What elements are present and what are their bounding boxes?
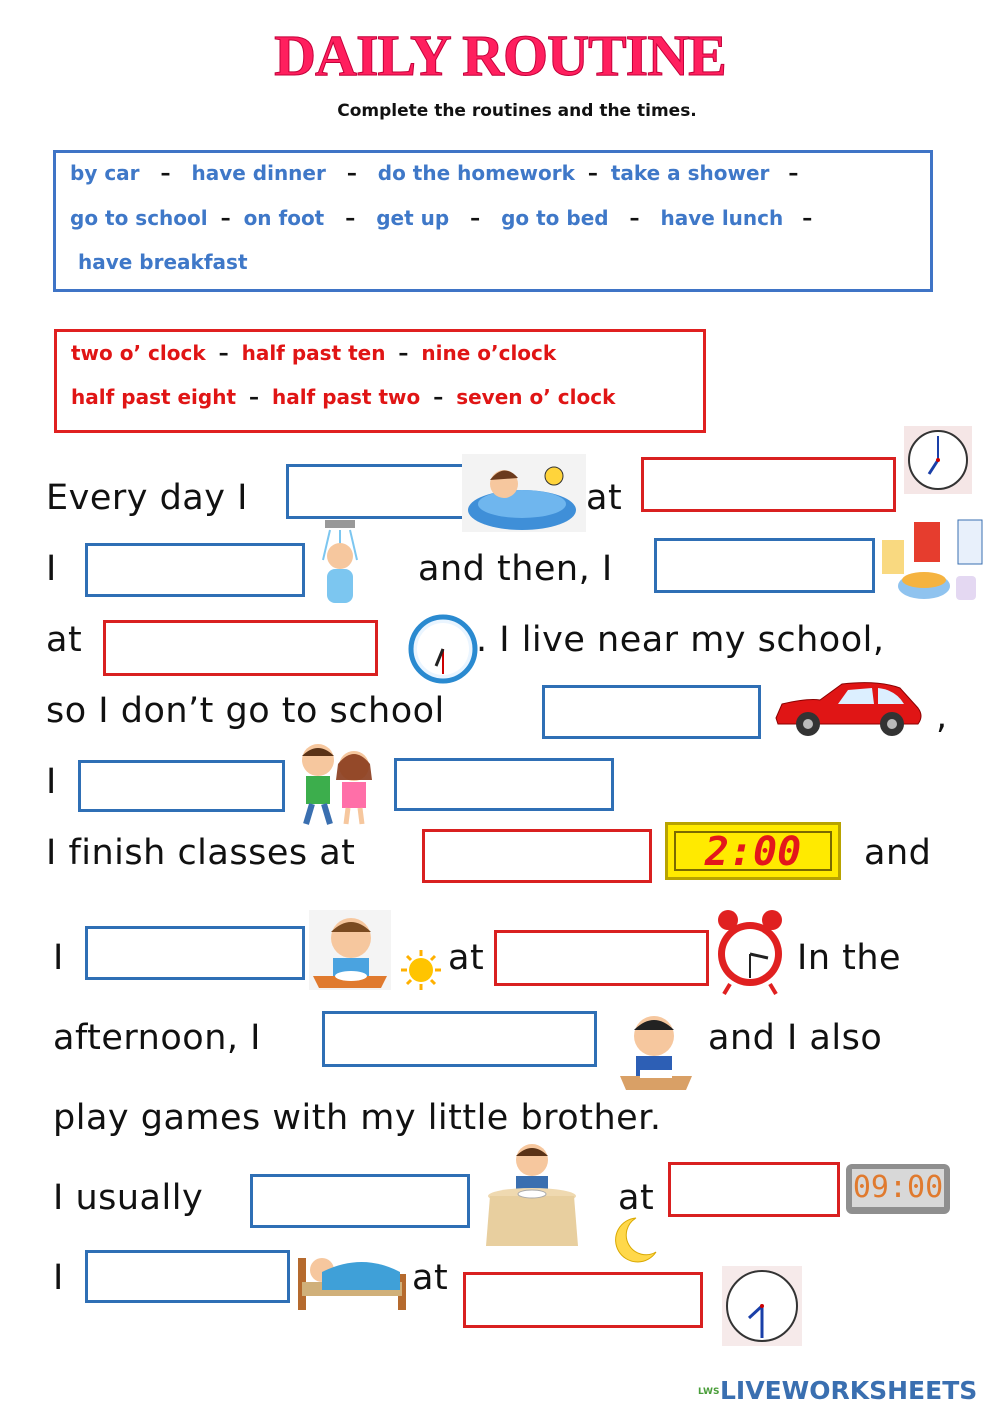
children-walking-icon <box>288 740 384 826</box>
answer-time-1[interactable] <box>641 457 896 512</box>
answer-time-5[interactable] <box>668 1162 840 1217</box>
word-i-2: I <box>46 762 57 802</box>
answer-have-dinner[interactable] <box>250 1174 470 1228</box>
shower-icon <box>305 520 375 612</box>
answer-by-car[interactable] <box>542 685 761 739</box>
clock-half-past-eight-icon <box>722 1266 802 1346</box>
liveworksheets-logo <box>698 1376 977 1405</box>
sentence-so-i-dont: so I don’t go to school <box>46 691 445 731</box>
word-take-a-shower: take a shower <box>610 161 770 185</box>
alarm-clock-icon <box>712 906 788 996</box>
digital-clock-nine <box>846 1164 950 1214</box>
word-go-to-bed: go to bed <box>501 206 609 230</box>
answer-on-foot[interactable] <box>394 758 614 811</box>
child-eating-lunch-icon <box>309 910 391 990</box>
word-i-1: I <box>46 549 57 589</box>
sentence-in-the: In the <box>797 938 902 978</box>
word-half-past-eight: half past eight <box>71 385 237 409</box>
page-title: DAILY ROUTINE <box>274 23 726 88</box>
word-half-past-ten: half past ten <box>241 341 386 365</box>
child-sleeping-icon <box>296 1238 408 1312</box>
word-at-3: at <box>448 938 485 978</box>
answer-take-a-shower[interactable] <box>85 543 305 597</box>
logo-text: LIVEWORKSHEETS <box>720 1376 978 1405</box>
clock-seven-icon <box>904 426 972 494</box>
instructions: Complete the routines and the times. <box>337 101 697 121</box>
answer-go-to-school[interactable] <box>78 760 285 812</box>
answer-time-3[interactable] <box>422 829 652 883</box>
routines-line-2: go to school – on foot – get up – go to bed – have lunch – <box>70 206 813 230</box>
word-have-breakfast: have breakfast <box>78 250 248 274</box>
answer-time-4[interactable] <box>494 930 709 986</box>
word-at-2: at <box>46 620 83 660</box>
answer-do-the-homework[interactable] <box>322 1011 597 1067</box>
word-on-foot: on foot <box>243 206 325 230</box>
answer-time-2[interactable] <box>103 620 378 676</box>
word-by-car: by car <box>70 161 140 185</box>
sentence-every-day: Every day I <box>46 478 248 518</box>
answer-get-up[interactable] <box>286 464 466 519</box>
answer-have-breakfast[interactable] <box>654 538 875 593</box>
word-go-to-school: go to school <box>70 206 208 230</box>
answer-time-6[interactable] <box>463 1272 703 1328</box>
digital-clock-nine-text: 09:00 <box>852 1170 944 1205</box>
sun-icon <box>398 948 444 992</box>
breakfast-food-icon <box>878 516 990 606</box>
word-two-oclock: two o’ clock <box>71 341 206 365</box>
answer-have-lunch[interactable] <box>85 926 305 980</box>
word-get-up: get up <box>376 206 450 230</box>
word-at-5: at <box>412 1258 449 1298</box>
word-at-1: at <box>586 478 623 518</box>
word-at-4: at <box>618 1178 655 1218</box>
sentence-play-games: play games with my little brother. <box>53 1098 662 1138</box>
logo-mark: LWS <box>698 1386 720 1397</box>
car-icon <box>768 678 926 738</box>
answer-go-to-bed[interactable] <box>85 1250 290 1303</box>
digital-clock-two <box>665 822 841 880</box>
word-nine-oclock: nine o’clock <box>421 341 557 365</box>
word-and: and <box>864 833 932 873</box>
child-dinner-table-icon <box>484 1138 580 1250</box>
sentence-afternoon: afternoon, I <box>53 1018 261 1058</box>
routines-line-1: by car – have dinner – do the homework – take a shower – <box>70 161 799 185</box>
waking-up-child-icon <box>462 454 586 532</box>
child-homework-icon <box>614 1008 698 1092</box>
comma: , <box>936 697 948 737</box>
times-word-bank <box>54 329 706 433</box>
word-have-dinner: have dinner <box>191 161 326 185</box>
word-half-past-two: half past two <box>271 385 421 409</box>
times-line-2: half past eight – half past two – seven o’ clock <box>71 385 616 409</box>
word-i-4: I <box>53 1258 64 1298</box>
word-do-the-homework: do the homework <box>377 161 575 185</box>
digital-clock-two-text: 2:00 <box>704 829 802 875</box>
times-line-1: two o’ clock – half past ten – nine o’clock <box>71 341 557 365</box>
sentence-and-i-also: and I also <box>708 1018 883 1058</box>
clock-half-past-seven-icon <box>402 614 484 684</box>
sentence-and-then: and then, I <box>418 549 613 589</box>
sentence-i-usually: I usually <box>53 1178 204 1218</box>
word-have-lunch: have lunch <box>660 206 784 230</box>
word-seven-oclock: seven o’ clock <box>456 385 616 409</box>
sentence-finish-classes: I finish classes at <box>46 833 356 873</box>
routines-word-bank <box>53 150 933 292</box>
sentence-live-near: . I live near my school, <box>476 620 885 660</box>
word-i-3: I <box>53 938 64 978</box>
moon-icon <box>606 1214 660 1266</box>
